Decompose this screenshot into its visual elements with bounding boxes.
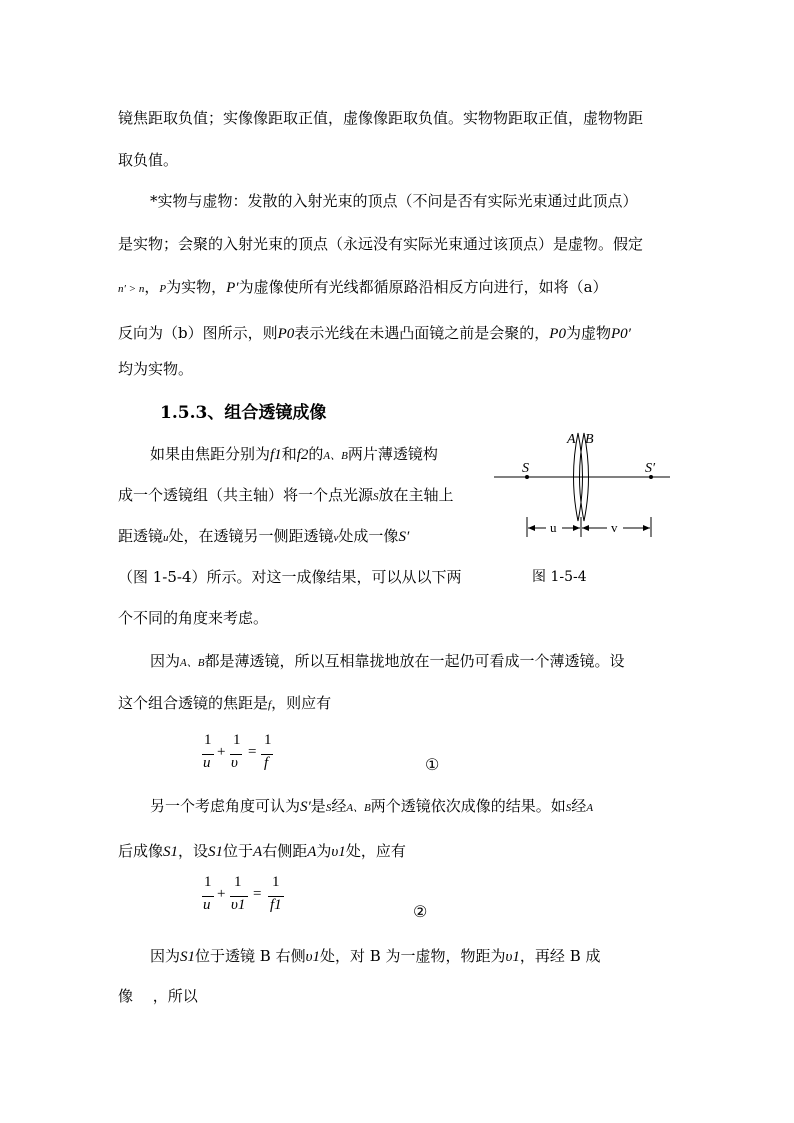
- para6-line1: [150, 945, 600, 966]
- text-fragment: 如果由焦距分别为: [150, 445, 271, 463]
- symbol-s-prime: S′: [398, 529, 410, 545]
- symbol-a: A: [586, 802, 594, 814]
- text-fragment: 因为: [150, 652, 181, 670]
- eq1-numerator-3: 1: [264, 732, 272, 748]
- label-v: v: [611, 520, 618, 535]
- eq2-denominator-1: u: [203, 897, 211, 913]
- symbol-s-prime: S′: [300, 799, 311, 815]
- text-fragment: 都是薄透镜，所以互相靠拢地放在一起仍可看成一个薄透镜。设: [204, 652, 625, 670]
- para2-line4: [118, 322, 631, 343]
- eq2-numerator-2: 1: [234, 874, 242, 890]
- text-fragment: 处，在透镜另一侧距透镜: [168, 527, 334, 545]
- eq1-numerator-1: 1: [204, 732, 212, 748]
- text-fragment: 表示光线在未遇凸面镜之前是会聚的，: [294, 324, 550, 342]
- text-fragment: 距透镜: [118, 527, 164, 545]
- eq2-denominator-3: f1: [270, 897, 282, 913]
- section-heading: 1.5.3、组合透镜成像: [160, 403, 327, 423]
- symbol-f: f: [268, 699, 272, 711]
- para3-line2: [118, 484, 454, 505]
- text-fragment: 为虚物: [565, 324, 611, 342]
- symbol-s1: S1: [208, 844, 224, 860]
- equation-2: [202, 874, 292, 922]
- symbol-p0: P0: [549, 326, 566, 342]
- eq1-denominator-1: u: [203, 755, 211, 771]
- text-fragment: 经: [571, 797, 587, 815]
- symbol-s: S: [565, 802, 572, 814]
- symbol-v: v: [333, 532, 339, 544]
- text-fragment: 因为: [150, 947, 181, 965]
- symbol-a: A: [253, 844, 263, 860]
- para3-line4: （图 1-5-4）所示。对这一成像结果，可以从以下两: [118, 568, 462, 586]
- text-fragment: ，: [144, 278, 160, 296]
- symbol-s1: S1: [163, 844, 179, 860]
- para3-line3: [118, 525, 409, 546]
- lens-figure: [490, 425, 675, 540]
- symbol-v1: υ1: [331, 844, 346, 860]
- para6-line2: 像 ，所以: [118, 987, 198, 1005]
- symbol-f1: f1: [270, 447, 282, 463]
- eq1-denominator-3: f: [264, 755, 269, 771]
- symbol-p-prime: P′: [226, 280, 239, 296]
- figure-caption: 图 1-5-4: [532, 569, 587, 585]
- text-fragment: 成一个透镜组（共主轴）将一个点光源: [118, 486, 374, 504]
- equation-1: [202, 732, 282, 780]
- eq2-numerator-3: 1: [272, 874, 280, 890]
- para4-line2: [118, 692, 331, 713]
- text-fragment: 这个组合透镜的焦距是: [118, 694, 269, 712]
- text-fragment: 为实物，: [166, 278, 227, 296]
- text-fragment: 放在主轴上: [378, 486, 454, 504]
- arrow-v-right: [643, 525, 650, 531]
- para5-line1: [150, 795, 593, 816]
- eq1-plus: +: [217, 744, 226, 760]
- symbol-f2: f2: [296, 447, 309, 463]
- label-b: B: [585, 432, 594, 447]
- symbol-p0: P0: [277, 326, 295, 342]
- para1-line1: 镜焦距取负值；实像像距取正值，虚像像距取负值。实物物距取正值，虚物物距: [118, 109, 644, 127]
- text-fragment: 两个透镜依次成像的结果。如: [370, 797, 566, 815]
- text-fragment: 经: [331, 797, 347, 815]
- equation-2-mark: ②: [413, 902, 428, 921]
- text-fragment: 后成像: [118, 842, 164, 860]
- text-fragment: ，设: [178, 842, 209, 860]
- para2-line1: *实物与虚物：发散的入射光束的顶点（不问是否有实际光束通过此顶点）: [150, 192, 638, 210]
- symbol-v1: υ1: [305, 949, 320, 965]
- text-fragment: 处，对 B 为一虚物，物距为: [319, 947, 506, 965]
- text-fragment: 右侧距: [262, 842, 308, 860]
- eq2-plus: +: [217, 886, 226, 902]
- text-fragment: ，则应有: [271, 694, 332, 712]
- eq1-denominator-2: υ: [231, 755, 238, 771]
- eq1-numerator-2: 1: [233, 732, 241, 748]
- text-fragment: 处，应有: [345, 842, 406, 860]
- text-fragment: ，再经 B 成: [519, 947, 601, 965]
- text-fragment: 为: [316, 842, 332, 860]
- text-fragment: 位于: [223, 842, 254, 860]
- para2-line5: 均为实物。: [118, 360, 194, 378]
- eq2-numerator-1: 1: [204, 874, 212, 890]
- symbol-s: S: [325, 802, 332, 814]
- para3-line5: 个不同的角度来考虑。: [118, 609, 269, 627]
- symbol-u: u: [163, 532, 169, 544]
- symbol-n-relation: n′ > n: [118, 283, 145, 295]
- symbol-ab: A、B: [346, 802, 371, 814]
- symbol-ab: A、B: [323, 450, 348, 462]
- text-fragment: 两片薄透镜构: [347, 445, 438, 463]
- label-a: A: [567, 432, 576, 447]
- text-fragment: 为虚像使所有光线都循原路沿相反方向进行，如将（a）: [238, 278, 608, 296]
- eq1-equals: =: [248, 744, 257, 760]
- symbol-a: A: [307, 844, 317, 860]
- para1-line2: 取负值。: [118, 151, 179, 169]
- para2-line2: 是实物；会聚的入射光束的顶点（永远没有实际光束通过该顶点）是虚物。假定: [118, 235, 644, 253]
- text-fragment: 位于透镜 B 右侧: [195, 947, 306, 965]
- equation-1-mark: ①: [425, 755, 440, 774]
- text-fragment: 反向为（b）图所示，则: [118, 324, 278, 342]
- symbol-s1: S1: [180, 949, 196, 965]
- para2-line3: [118, 276, 608, 297]
- para5-line2: [118, 840, 406, 861]
- para4-line1: [150, 650, 624, 671]
- symbol-p0-prime: P0′: [610, 326, 631, 342]
- arrow-v-left: [582, 525, 589, 531]
- label-s-prime: S′: [645, 461, 656, 476]
- text-fragment: 另一个考虑角度可认为: [150, 797, 301, 815]
- text-fragment: 处成一像: [338, 527, 399, 545]
- para3-line1: [150, 443, 438, 464]
- symbol-s: S: [373, 491, 379, 503]
- eq2-equals: =: [253, 886, 262, 902]
- symbol-p: P: [159, 283, 167, 295]
- label-u: u: [550, 520, 557, 535]
- label-s: S: [522, 461, 529, 476]
- arrow-u-right: [573, 525, 580, 531]
- symbol-ab: A、B: [180, 657, 205, 669]
- text-fragment: 是: [310, 797, 326, 815]
- text-fragment: 和: [281, 445, 297, 463]
- eq2-denominator-2: υ1: [231, 897, 246, 913]
- symbol-v1: υ1: [505, 949, 520, 965]
- text-fragment: 的: [308, 445, 324, 463]
- arrow-u-left: [528, 525, 535, 531]
